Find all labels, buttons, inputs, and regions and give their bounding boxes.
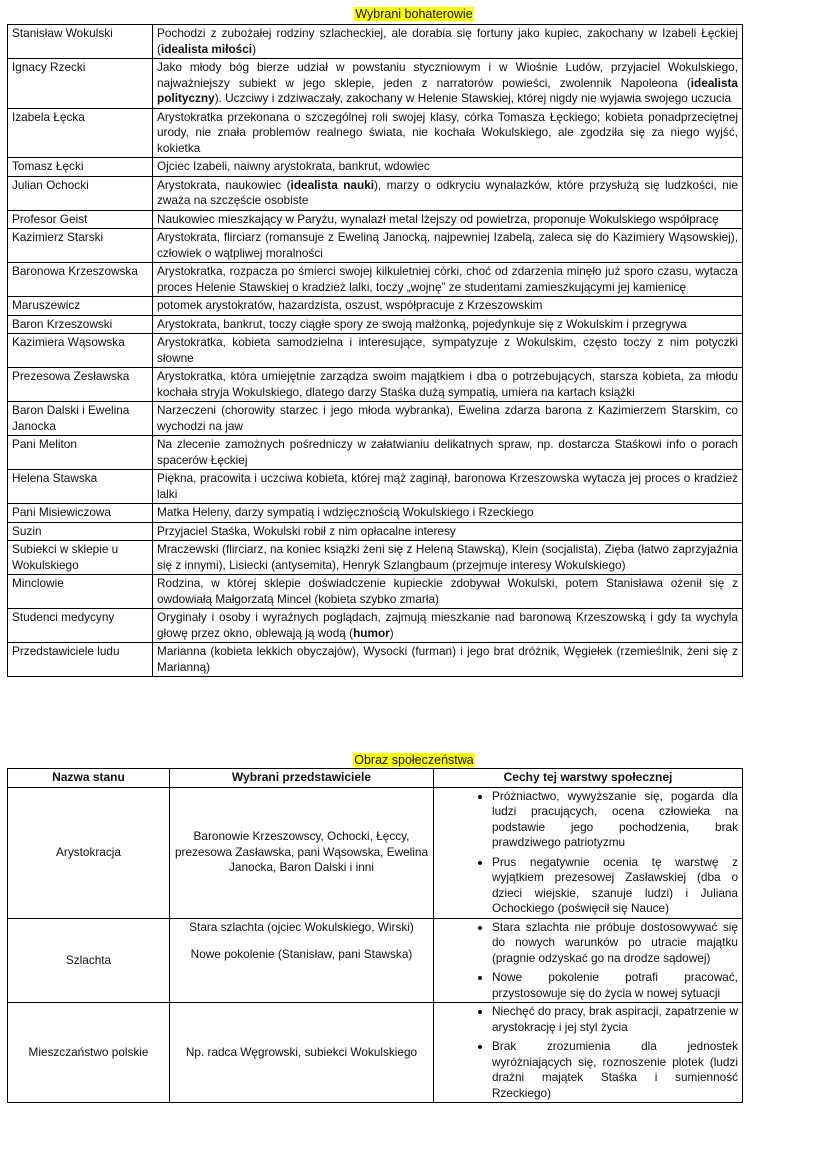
header-przedstawiciele: Wybrani przedstawiciele	[170, 769, 434, 788]
character-description	[153, 436, 743, 470]
society-table	[7, 768, 743, 1103]
character-name: Subiekci w sklepie u Wokulskiego	[8, 541, 153, 575]
description-text: Przyjaciel Staśka, Wokulski robił z nim opłacalne interesy	[157, 523, 456, 538]
character-description	[153, 297, 743, 316]
description-text: Piękna, pracowita i uczciwa kobieta, której mąż zaginął, baronowa Krzeszowska wytacza jej proces o kradzież lalki	[157, 471, 738, 501]
character-name: Stanisław Wokulski	[8, 25, 153, 59]
section-title-bohaterowie: Wybrani bohaterowie	[355, 7, 473, 21]
character-description	[153, 334, 743, 368]
character-name: Kazimierz Starski	[8, 229, 153, 263]
description-text: Arystokrata, bankrut, toczy ciągłe spory ze swoją małżonką, pojedynkuje się z Wokulskim i przegrywa	[157, 316, 687, 331]
character-description	[153, 643, 743, 677]
character-description	[153, 59, 743, 109]
trait-item: • Nowe pokolenie potrafi pracować, przystosowuje się do życia w nowej sytuacji	[492, 970, 738, 1001]
description-text: ). Uczciwy i zdziwaczały, zakochany w Helenie Stawskiej, której nigdy nie wyjawia swojego uczucia	[214, 91, 732, 105]
representative-text: Nowe pokolenie (Stanisław, pani Stawska)	[190, 947, 413, 961]
character-name: Minclowie	[8, 575, 153, 609]
description-text: )	[252, 41, 257, 56]
character-description	[153, 504, 743, 523]
description-bold: idealista miłości	[160, 41, 253, 56]
character-row	[8, 263, 743, 297]
description-text: Na zlecenie zamożnych pośredniczy w załatwianiu delikatnych spraw, np. dostarcza Staśkowi info o porach spacerów Łęckiej	[157, 437, 738, 467]
character-row	[8, 402, 743, 436]
society-class-name: Szlachta	[8, 918, 170, 1003]
society-representatives	[170, 918, 434, 1003]
society-row	[8, 918, 743, 1003]
character-row	[8, 297, 743, 316]
character-name: Przedstawiciele ludu	[8, 643, 153, 677]
character-row	[8, 25, 743, 59]
character-row	[8, 522, 743, 541]
character-name: Maruszewicz	[8, 297, 153, 316]
trait-item: • Próżniactwo, wywyższanie się, pogarda dla ludzi pracujących, ocena człowieka na podstawie jego pochodzenia, brak prawdziwego patriotyzmu	[492, 789, 738, 851]
character-name: Pani Meliton	[8, 436, 153, 470]
character-name: Baron Krzeszowski	[8, 315, 153, 334]
character-description	[153, 402, 743, 436]
trait-item: • Niechęć do pracy, brak aspiracji, zapatrzenie w arystokrację i jej styl życia	[492, 1004, 738, 1035]
character-row	[8, 368, 743, 402]
character-row	[8, 541, 743, 575]
description-text: Matka Heleny, darzy sympatią i wdzięcznością Wokulskiego i Rzeckiego	[157, 505, 534, 519]
character-name: Profesor Geist	[8, 210, 153, 229]
trait-item: • Stara szlachta nie próbuje dostosowywać się do nowych warunków po utracie majątku (pragnie odzyskać go na drodze sądowej)	[492, 920, 738, 967]
society-representatives	[170, 1003, 434, 1103]
character-row	[8, 210, 743, 229]
character-description	[153, 368, 743, 402]
character-row	[8, 504, 743, 523]
characters-table	[7, 24, 743, 677]
representative-text: Np. radca Węgrowski, subiekci Wokulskiego	[185, 1044, 418, 1059]
character-row	[8, 643, 743, 677]
character-name: Julian Ochocki	[8, 176, 153, 210]
character-name: Suzin	[8, 522, 153, 541]
character-description	[153, 158, 743, 177]
description-text: Arystokratka przekonana o szczególnej roli swojej klasy, córka Tomasza Łęckiego; kobieta ponadprzeciętnej urody, nie znała problemów realnego świata, nie kochała Wokulskiego, ale zgodziła się za niego wyjść, kokietka	[157, 109, 738, 155]
description-text: Naukowiec mieszkający w Paryżu, wynalazł metal lżejszy od powietrza, proponuje Wokulskiego współpracę	[157, 211, 719, 226]
character-name: Helena Stawska	[8, 470, 153, 504]
representative-text: Baronowie Krzeszowscy, Ochocki, Łęccy, prezesowa Zasławska, pani Wąsowska, Ewelina Janocka, Baron Dalski i inni	[174, 829, 429, 875]
description-text: Pochodzi z zubożałej rodziny szlacheckiej, ale dorabia się fortuny jako kupiec, zakochany w Izabeli Łęckiej (	[157, 26, 738, 56]
description-text: Arystokratka, kobieta samodzielna i interesujące, sympatyzuje z Wokulskim, często toczy z nim potyczki słowne	[157, 335, 738, 365]
society-class-name: Arystokracja	[8, 787, 170, 918]
description-bold: humor	[353, 625, 390, 640]
traits-list	[438, 1004, 738, 1101]
character-description	[153, 541, 743, 575]
character-row	[8, 609, 743, 643]
character-description	[153, 470, 743, 504]
header-nazwa-stanu: Nazwa stanu	[8, 769, 170, 788]
society-header-row	[8, 769, 743, 788]
character-name: Pani Misiewiczowa	[8, 504, 153, 523]
character-row	[8, 334, 743, 368]
character-name: Kazimiera Wąsowska	[8, 334, 153, 368]
character-name: Ignacy Rzecki	[8, 59, 153, 109]
character-name: Baron Dalski i Ewelina Janocka	[8, 402, 153, 436]
character-description	[153, 210, 743, 229]
character-description	[153, 229, 743, 263]
character-name: Studenci medycyny	[8, 609, 153, 643]
character-name: Prezesowa Zesławska	[8, 368, 153, 402]
description-text: Arystokrata, flirciarz (romansuje z Eweliną Janocką, najpewniej Izabelą, zaleca się do Kazimiery Wąsowskiej), człowiek o wątpliwej moralności	[157, 230, 738, 260]
traits-list	[438, 920, 738, 1002]
character-description	[153, 522, 743, 541]
trait-item: • Brak zrozumienia dla jednostek wyróżniających się, roznoszenie plotek (ludzi drażni majątek Staśka i sumienność Rzeckiego)	[492, 1039, 738, 1101]
society-row	[8, 787, 743, 918]
character-description	[153, 176, 743, 210]
description-text: ), marzy o odkryciu wynalazków, które przysłużą się ludzkości, nie zważa na szczęście osobiste	[157, 177, 738, 207]
character-row	[8, 470, 743, 504]
society-traits	[434, 1003, 743, 1103]
society-row	[8, 1003, 743, 1103]
character-description	[153, 263, 743, 297]
character-description	[153, 25, 743, 59]
character-row	[8, 436, 743, 470]
description-text: Ojciec Izabeli, naiwny arystokrata, bankrut, wdowiec	[157, 159, 430, 173]
description-text: Marianna (kobieta lekkich obyczajów), Wysocki (furman) i jego brat dróżnik, Węgiełek (rzemieślnik, żeni się z Marianną)	[157, 644, 738, 674]
representative-text: Stara szlachta (ojciec Wokulskiego, Wirski)	[189, 919, 414, 934]
character-description	[153, 315, 743, 334]
description-text: Arystokratka, rozpacza po śmierci swojej kilkuletniej córki, choć od zdarzenia minęło już sporo czasu, wytacza proces Helenie Stawskiej o kradzież lalki, toczy „wojnę” ze studentami zamieszkującymi jej kamienicę	[157, 264, 738, 294]
character-row	[8, 229, 743, 263]
character-description	[153, 575, 743, 609]
society-representatives	[170, 787, 434, 918]
description-text: Oryginały i osoby i wyraźnych poglądach, zajmują mieszkanie nad baronową Krzeszowską i gdy ta wychyla głowę przez okno, oblewają ją wodą (	[157, 610, 738, 640]
description-text: Rodzina, w której sklepie doświadczenie kupieckie zdobywał Wokulski, potem Stanisława ożenił się z owdowiałą Małgorzatą Mincel (kobieta szybko zmarła)	[157, 576, 738, 606]
header-cechy: Cechy tej warstwy społecznej	[434, 769, 743, 788]
description-text: Jako młody bóg bierze udział w powstaniu styczniowym i w Wiośnie Ludów, przyjaciel Wokulskiego, najważniejszy subiekt w jego sklepie, jeden z narratorów powieści, zwolennik Napoleona (	[157, 60, 738, 90]
description-text: Arystokratka, która umiejętnie zarządza swoim majątkiem i dba o potrzebujących, starsza kobieta, za młodu kochała stryja Wokulskiego, dlatego darzy Staśka dużą sympatią, umiera na kartach książki	[157, 369, 738, 399]
character-row	[8, 59, 743, 109]
character-description	[153, 108, 743, 158]
society-class-name: Mieszczaństwo polskie	[8, 1003, 170, 1103]
character-row	[8, 158, 743, 177]
description-bold: idealista nauki	[290, 177, 375, 192]
character-row	[8, 176, 743, 210]
description-text: Narzeczeni (chorowity starzec i jego młoda wybranka), Ewelina zdarza barona z Kazimierzem Starskim, co wychodzi na jaw	[157, 403, 738, 433]
trait-item: • Prus negatywnie ocenia tę warstwę z wyjątkiem prezesowej Zasławskiej (dba o dzieci wiejskie, szanuje ludzi) i Juliana Ochockiego (poświęcił się Nauce)	[492, 855, 738, 917]
character-name: Baronowa Krzeszowska	[8, 263, 153, 297]
traits-list	[438, 789, 738, 917]
character-row	[8, 575, 743, 609]
society-traits	[434, 918, 743, 1003]
character-row	[8, 108, 743, 158]
description-text: Arystokrata, naukowiec (	[157, 177, 291, 192]
character-description	[153, 609, 743, 643]
character-name: Tomasz Łęcki	[8, 158, 153, 177]
description-bold: idealista polityczny	[157, 75, 738, 105]
description-text: )	[389, 625, 394, 640]
section-title-spoleczenstwo: Obraz społeczeństwa	[354, 753, 474, 767]
description-text: Mraczewski (flirciarz, na koniec książki żeni się z Heleną Stawską), Klein (socjalista), Zięba (łatwo zaprzyjaźnia się z innymi), Lisiecki (antysemita), Henryk Szlangbaum (przejmuje interesy Wokulskiego)	[157, 542, 738, 572]
character-name: Izabela Łęcka	[8, 108, 153, 158]
description-text: potomek arystokratów, hazardzista, oszust, współpracuje z Krzeszowskim	[157, 298, 543, 312]
character-row	[8, 315, 743, 334]
society-traits	[434, 787, 743, 918]
